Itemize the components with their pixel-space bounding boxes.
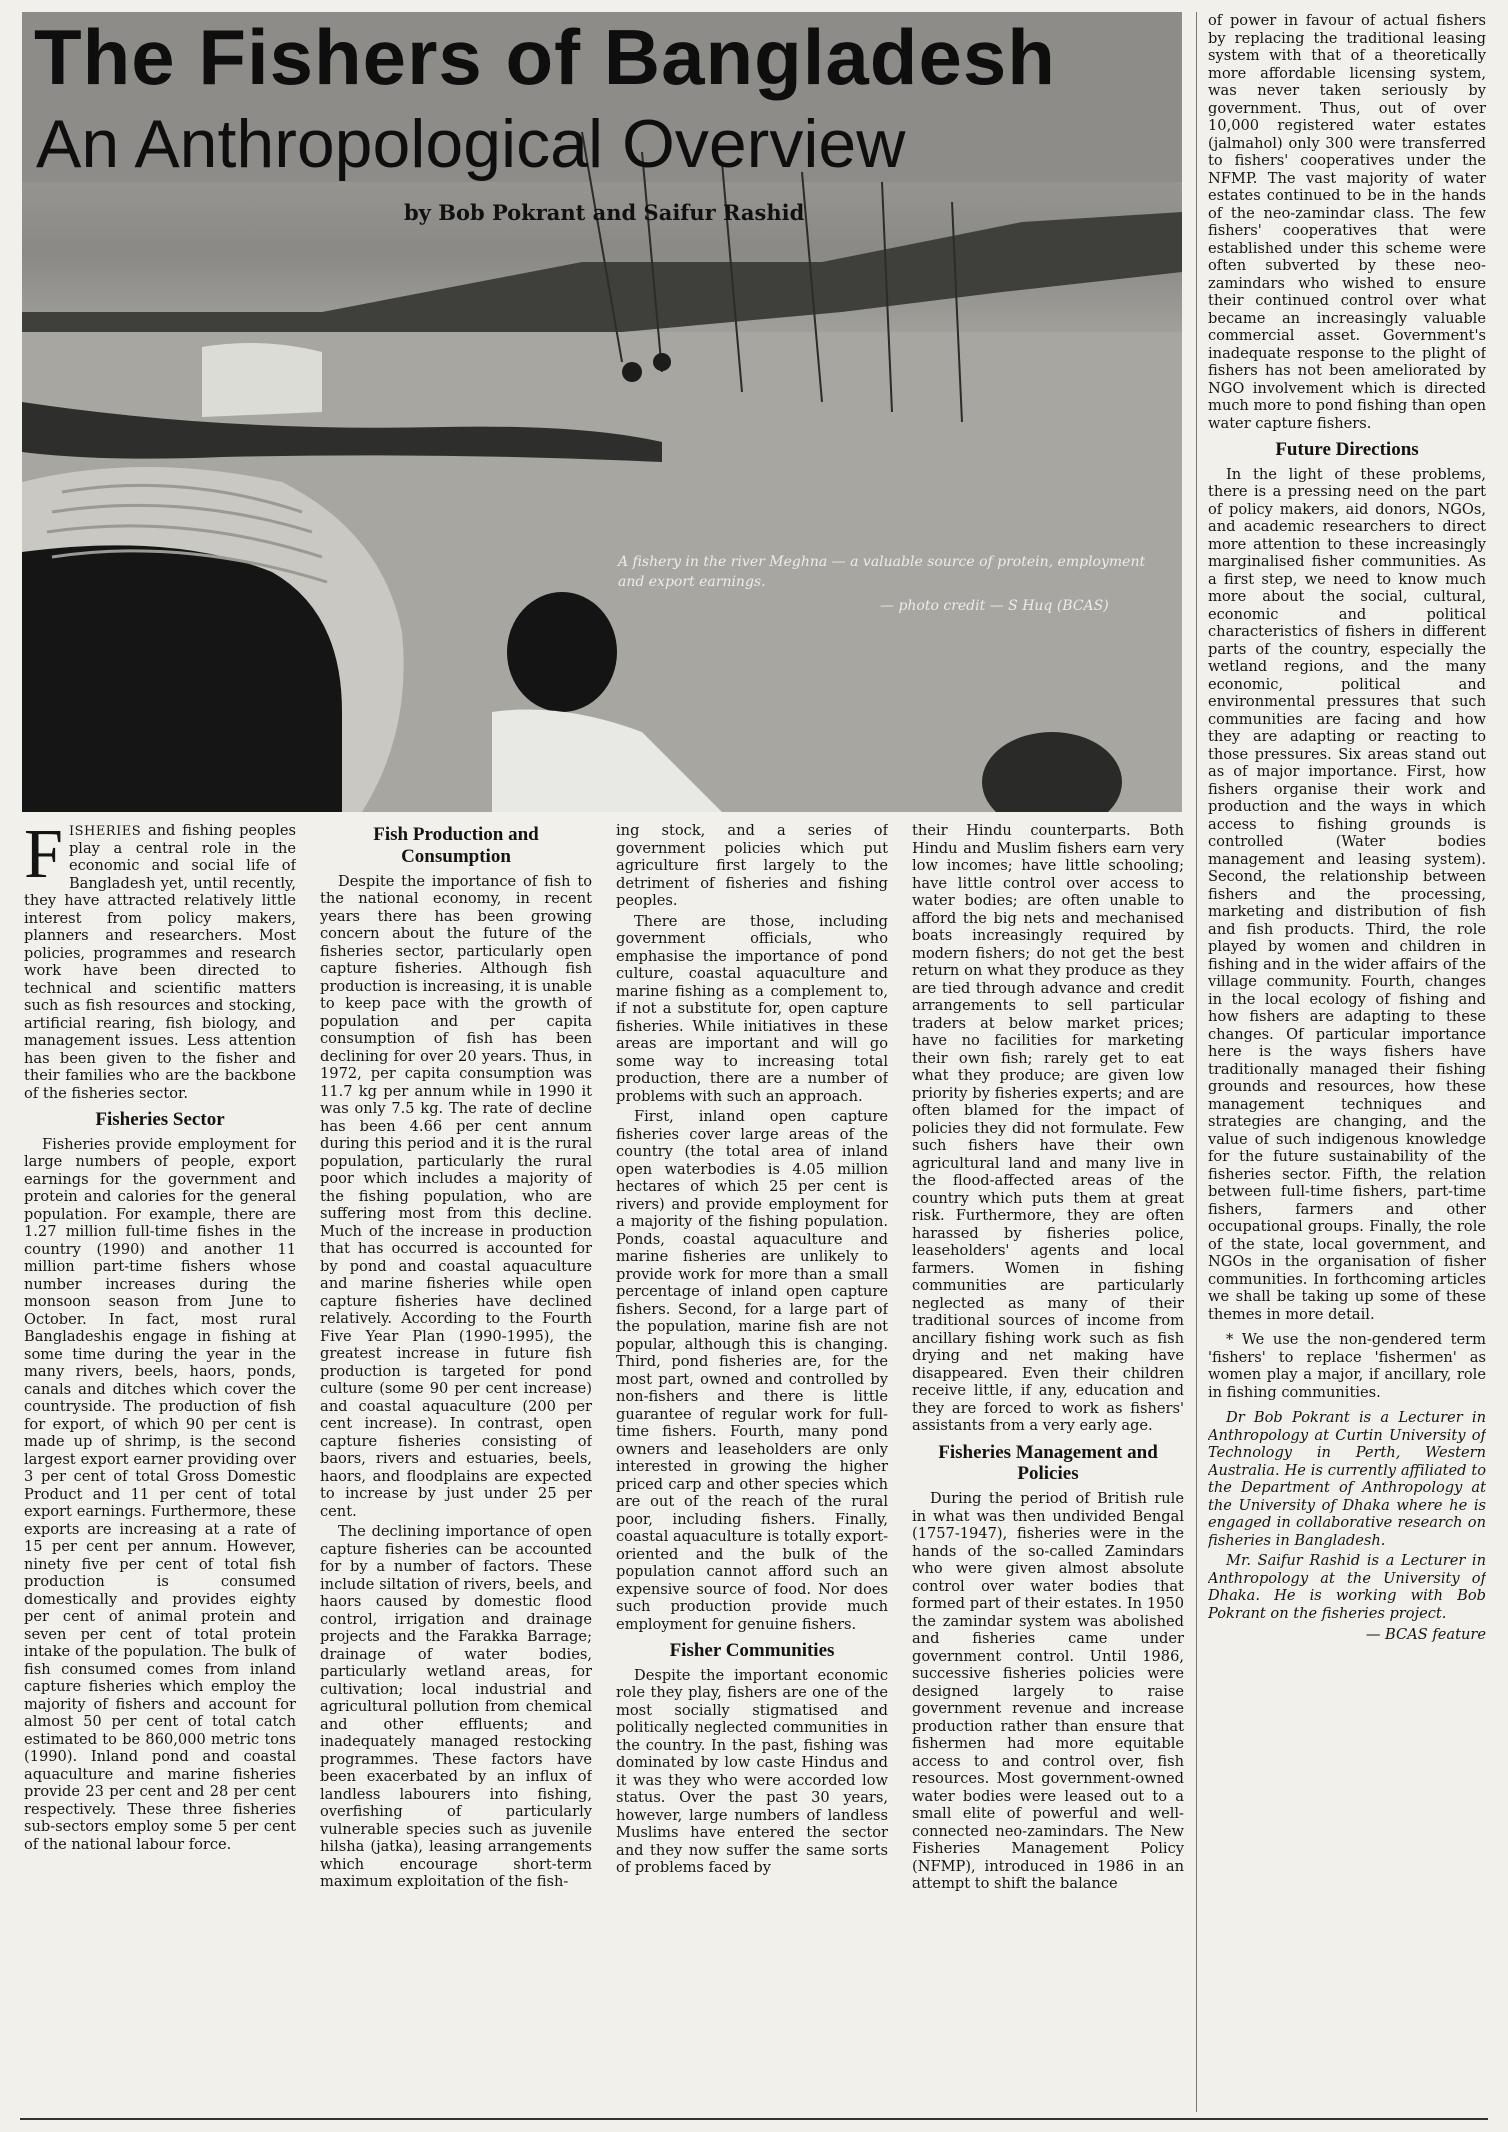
heading-fish-production: Fish Production and Consumption: [373, 824, 539, 867]
heading-fisheries-management: Fisheries Management and Policies: [938, 1441, 1158, 1485]
footnote: * We use the non-gendered term 'fishers' to replace 'fishermen' as women play a major, if ancillary, role in fishing communities.: [1208, 1331, 1486, 1401]
lead-caps: ISHERIES: [68, 824, 142, 839]
photo-credit: — photo credit — S Huq (BCAS): [880, 598, 1109, 614]
paragraph: ing stock, and a series of government policies which put agriculture first largely to the detriment of fisheries and fishing peoples.: [616, 822, 888, 909]
intro-paragraph: [24, 822, 296, 1102]
lead-photo: [22, 12, 1182, 812]
bottom-rule: [20, 2118, 1488, 2120]
column-divider: [1196, 12, 1197, 2112]
paragraph: During the period of British rule in what was then undivided Bengal (1757-1947), fisheries were in the hands of the so-called Zamindars who were given almost absolute control over water bodies that formed part of their estates. In 1950 the zamindar system was abolished and fisheries came under government control. Until 1986, successive fisheries policies were designed largely to raise government revenue and increase production rather than ensure that fishermen had more equitable access to and control over, fish resources. Most government-owned water bodies were leased out to a small elite of powerful and well-connected neo-zamindars. The New Fisheries Management Policy (NFMP), introduced in 1986 in an attempt to shift the balance: [912, 1490, 1184, 1893]
article-title: The Fishers of Bangladesh: [34, 13, 1056, 101]
paragraph: First, inland open capture fisheries cover large areas of the country (the total area of inland open waterbodies is 4.05 million hectares of which 25 per cent is rivers) and provide employment for a majority of the fishing population. Ponds, coastal aquaculture and marine fisheries are unlikely to provide work for more than a small percentage of inland open capture fishers. Second, for a large part of the population, marine fish are not popular, although this is changing. Third, pond fisheries are, for the most part, owned and controlled by non-fishers and there is little guarantee of regular work for full-time fishers. Fourth, many pond owners and leaseholders are only interested in growing the higher priced carp and other species which are out of the reach of the rural poor, including fishers. Finally, coastal aquaculture is totally export-oriented and the bulk of the population cannot afford such an expensive source of food. Nor does such production provide much employment for genuine fishers.: [616, 1108, 888, 1633]
paragraph: Despite the important economic role they play, fishers are one of the most socially stigmatised and politically neglected communities in the country. In the past, fishing was dominated by low caste Hindus and it was they who were accorded low status. Over the past 30 years, however, large numbers of landless Muslims have entered the sector and they now suffer the same sorts of problems faced by: [616, 1666, 888, 1877]
heading-future-directions: Future Directions: [1275, 439, 1419, 460]
heading-fisher-communities: Fisher Communities: [669, 1640, 835, 1661]
byline: by Bob Pokrant and Saifur Rashid: [404, 200, 805, 225]
article-subtitle: An Anthropological Overview: [36, 106, 906, 182]
signoff: — BCAS feature: [1365, 1626, 1486, 1644]
intro-text: and fishing peoples play a central role in the economic and social life of Bangladesh yet, until recently, they have attracted relatively little interest from policy makers, planners and researchers. Most policies, programmes and research work have been directed to technical and scientific matters such as fish resources and stocking, artificial rearing, fish biology, and management issues. Less attention has been given to the fisher and their families who are the backbone of the fisheries sector.: [24, 822, 296, 1102]
column-3: [616, 822, 888, 2112]
paragraph: There are those, including government officials, who emphasise the importance of pond culture, coastal aquaculture and marine fishing as a complement to, if not a substitute for, open capture fisheries. While initiatives in these areas are important and will go some way to increasing total production, there are a number of problems with such an approach.: [616, 912, 888, 1105]
paragraph: of power in favour of actual fishers by replacing the traditional leasing system with that of a theoretically more affordable licensing system, was never taken seriously by government. Thus, out of over 10,000 registered water estates (jalmahol) only 300 were transferred to fishers' cooperatives under the NFMP. The vast majority of water estates continued to be in the hands of the neo-zamindar class. The few fishers' cooperatives that were established under this scheme were often subverted by these neo-zamindars who wished to ensure their continued control over what became an increasingly valuable commercial asset. Government's inadequate response to the plight of fishers has not been ameliorated by NGO involvement which is directed much more to pond fishing than open water capture fishers.: [1208, 12, 1486, 432]
column-5: [1208, 12, 1486, 2112]
column-1: [24, 822, 296, 2112]
author-bio-rashid: Mr. Saifur Rashid is a Lecturer in Anthropology at the University of Dhaka. He is working with Bob Pokrant on the fisheries project.: [1208, 1552, 1486, 1622]
photo-caption: A fishery in the river Meghna — a valuable source of protein, employment and export earnings.: [618, 554, 1146, 591]
heading-fisheries-sector: Fisheries Sector: [95, 1109, 225, 1131]
paragraph: Despite the importance of fish to the national economy, in recent years there has been growing concern about the future of the fisheries sector, particularly open capture fisheries. Although fish production is increasing, it is unable to keep pace with the growth of population and per capita consumption of fish has been declining for over 20 years. Thus, in 1972, per capita consumption was 11.7 kg per annum while in 1990 it was only 7.5 kg. The rate of decline has been 4.66 per cent annum during this period and it is the rural population, particularly the rural poor which includes a majority of the fishing population, who are suffering most from this decline. Much of the increase in production that has occurred is accounted for by pond and coastal aquaculture and marine fisheries while open capture fisheries have declined relatively. According to the Fourth Five Year Plan (1990-1995), the greatest increase in future fish production is targeted for pond culture (some 90 per cent increase) and coastal aquaculture (200 per cent increase). In contrast, open capture fisheries consisting of baors, rivers and estuaries, beels, haors, and floodplains are expected to increase by just under 25 per cent.: [320, 872, 592, 1520]
paragraph: In the light of these problems, there is a pressing need on the part of policy makers, aid donors, NGOs, and academic researchers to direct more attention to these increasingly marginalised fisher communities. As a first step, we need to know much more about the social, cultural, economic and political characteristics of fishers in different parts of the country, especially the wetland regions, and the many economic, political and environmental pressures that such communities are facing and how they are adapting or reacting to those pressures. Six areas stand out as of major importance. First, how fishers organise their work and production and the ways in which access to fishing grounds is controlled (Water bodies management and leasing system). Second, the relationship between fishers and the processing, marketing and distribution of fish and fish products. Third, the role played by women and children in fishing and in the wider affairs of the village community. Fourth, changes in the local ecology of fishing and how fishers are adapting to these changes. Of particular importance here is the ways fishers have traditionally managed their fishing grounds and resources, how these management techniques and strategies are changing, and the value of such indigenous knowledge for the future sustainability of the fisheries sector. Fifth, the relation between full-time fishers, part-time fishers, farmers and other occupational groups. Finally, the role of the state, local government, and NGOs in the organisation of fisher communities. In forthcoming articles we shall be taking up some of these themes in more detail.: [1208, 465, 1486, 1323]
author-bio-pokrant: Dr Bob Pokrant is a Lecturer in Anthropology at Curtin University of Technology in Perth, Western Australia. He is currently affiliated to the Department of Anthropology at the University of Dhaka where he is engaged in collaborative research on fisheries in Bangladesh.: [1208, 1409, 1486, 1549]
paragraph: Fisheries provide employment for large numbers of people, export earnings for the government and protein and calories for the general population. For example, there are 1.27 million full-time fishes in the country (1990) and another 11 million part-time fishers whose number increases during the monsoon season from June to October. In fact, most rural Bangladeshis engage in fishing at some time during the year in the many rivers, beels, haors, ponds, canals and ditches which cover the countryside. The production of fish for export, of which 90 per cent is made up of shrimp, is the second largest export earner providing over 3 per cent of total Gross Domestic Product and 11 per cent of total export earnings. Furthermore, these exports are increasing at a rate of 15 per cent per annum. However, ninety five per cent of total fish production is consumed domestically and provides eighty per cent of animal protein and seven per cent of total protein intake of the population. The bulk of fish consumed comes from inland capture fisheries which employ the majority of fishers and account for almost 50 per cent of total catch estimated to be 860,000 metric tons (1990). Inland pond and coastal aquaculture and marine fisheries provide 23 per cent and 28 per cent respectively. These three fisheries sub-sectors employ some 5 per cent of the national labour force.: [24, 1135, 296, 1853]
paragraph: their Hindu counterparts. Both Hindu and Muslim fishers earn very low incomes; have little schooling; have little control over access to water bodies; are often unable to afford the big nets and mechanised boats increasingly required by modern fishers; do not get the best return on what they produce as they are tied through advance and credit arrangements to sell particular traders at below market prices; have no facilities for marketing their own fish; rarely get to eat what they produce; are given low priority by fisheries experts; and are often blamed for the impact of policies they did not formulate. Few such fishers have their own agricultural land and many live in the flood-affected areas of the country which puts them at great risk. Furthermore, they are often harassed by fisheries police, leaseholders' agents and local farmers. Women in fishing communities are particularly neglected as many of their traditional sources of income from ancillary fishing work such as fish drying and net making have disappeared. Even their children receive little, if any, education and they are forced to work as fishers' assistants from a very early age.: [912, 822, 1184, 1434]
column-4: [912, 822, 1184, 2112]
drop-cap: F: [24, 822, 63, 893]
column-2: [320, 822, 592, 2112]
paragraph: The declining importance of open capture fisheries can be accounted for by a number of factors. These include siltation of rivers, beels, and haors caused by domestic flood control, irrigation and drainage projects and the Farakka Barrage; drainage of water bodies, particularly wetland areas, for cultivation; local industrial and agricultural pollution from chemical and other effluents; and inadequately managed restocking programmes. These factors have been exacerbated by an influx of landless labourers into fishing, overfishing of particularly vulnerable species such as juvenile hilsha (jatka), leasing arrangements which encourage short-term maximum exploitation of the fish-: [320, 1523, 592, 1891]
